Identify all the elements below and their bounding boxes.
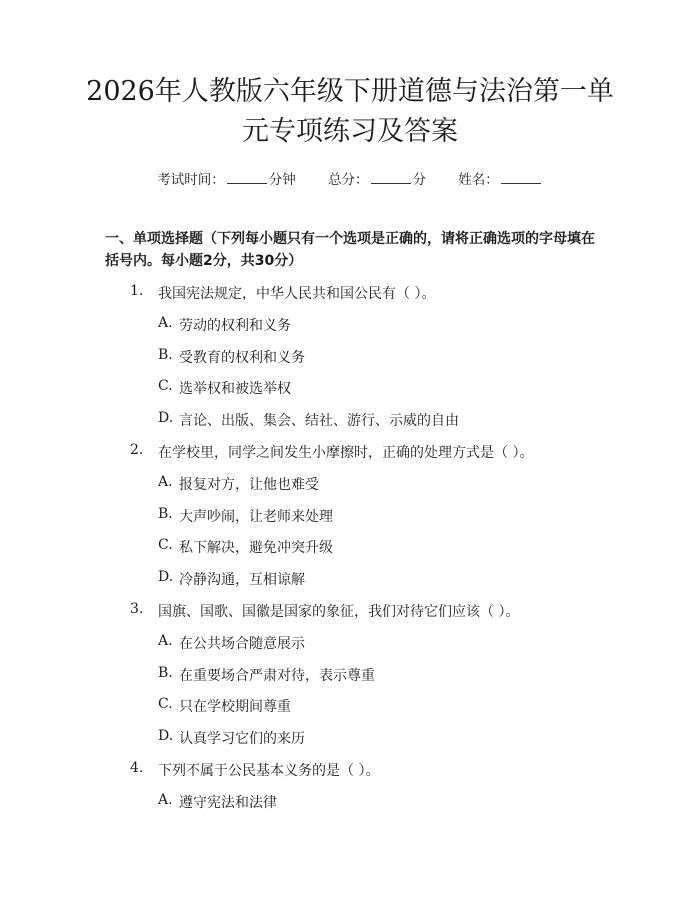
question-text: 国旗、国歌、国徽是国家的象征，我们对待它们应该（ ）。: [158, 604, 520, 620]
option-text: 选举权和被选举权: [179, 381, 291, 398]
question-text: 在学校里，同学之间发生小摩擦时，正确的处理方式是（ ）。: [158, 445, 534, 461]
exam-time: [157, 168, 296, 188]
option-text: 认真学习它们的来历: [179, 731, 305, 748]
option-text: 冷静沟通，互相谅解: [179, 572, 305, 589]
option-letter: C.: [158, 378, 173, 395]
option-text: 受教育的权利和义务: [179, 349, 305, 366]
title-line-1: 2026年人教版六年级下册道德与法治第一单: [86, 76, 614, 107]
option-letter: D.: [158, 410, 174, 427]
option-text: 在公共场合随意展示: [179, 635, 305, 652]
exam-time-blank: [227, 173, 267, 184]
document-title: [60, 72, 640, 152]
option-text: 劳动的权利和义务: [179, 317, 291, 334]
exam-time-label: 考试时间：: [157, 172, 225, 188]
title-line-2: 元专项练习及答案: [242, 116, 458, 147]
option-letter: D.: [158, 569, 174, 586]
exam-info: [0, 168, 700, 188]
total-score-blank: [371, 173, 411, 184]
option-letter: B.: [158, 664, 173, 681]
option-text: 遵守宪法和法律: [179, 794, 277, 811]
option-letter: A.: [158, 314, 173, 331]
exam-time-unit: 分钟: [268, 172, 296, 188]
option-letter: A.: [158, 791, 173, 808]
option-text: 言论、出版、集会、结社、游行、示威的自由: [179, 413, 459, 430]
question-number: 1.: [130, 283, 144, 299]
option-text: 大声吵闹，让老师来处理: [179, 508, 333, 525]
option-text: 只在学校期间尊重: [179, 699, 291, 716]
total-score: [328, 168, 426, 188]
question-text: 下列不属于公民基本义务的是（ ）。: [158, 763, 380, 779]
student-name: [458, 168, 543, 188]
option-text: 私下解决，避免冲突升级: [179, 540, 333, 557]
student-name-label: 姓名：: [458, 172, 499, 188]
option-letter: C.: [158, 537, 173, 554]
question-text: 我国宪法规定，中华人民共和国公民有（ ）。: [158, 286, 436, 302]
total-score-unit: 分: [412, 172, 426, 188]
option-letter: C.: [158, 696, 173, 713]
option-text: 报复对方，让他也难受: [179, 476, 319, 493]
option-letter: D.: [158, 728, 174, 745]
option-letter: A.: [158, 632, 173, 649]
question-number: 3.: [130, 601, 144, 617]
question-number: 4.: [130, 760, 144, 776]
option-letter: B.: [158, 505, 173, 522]
option-letter: A.: [158, 473, 173, 490]
section-heading: 一、单项选择题（下列每小题只有一个选项是正确的，请将正确选项的字母填在括号内。每小题2分，共30分）: [105, 231, 595, 269]
option-text: 在重要场合严肃对待，表示尊重: [179, 667, 375, 684]
option-letter: B.: [158, 346, 173, 363]
student-name-blank: [501, 173, 541, 184]
question-number: 2.: [130, 442, 144, 458]
total-score-label: 总分：: [328, 172, 369, 188]
